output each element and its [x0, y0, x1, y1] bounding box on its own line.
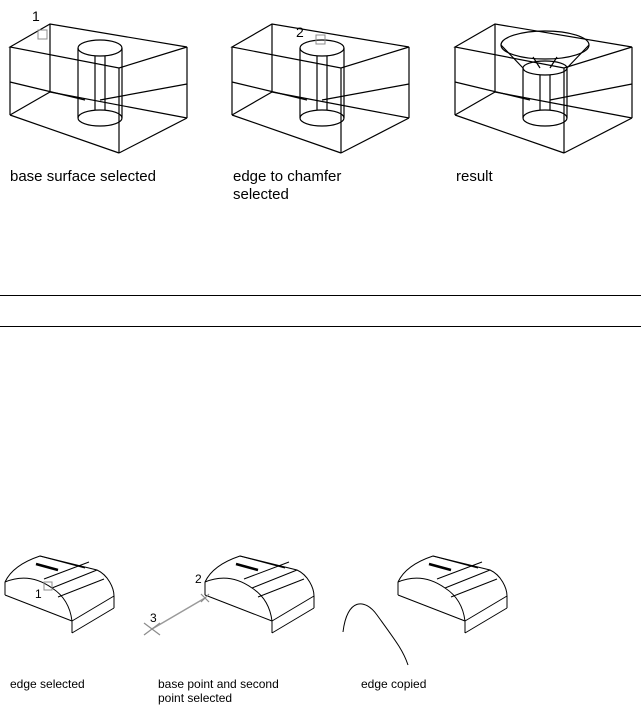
divider-line — [0, 295, 641, 296]
figure-edge-to-chamfer-selected — [222, 0, 422, 160]
figure-chamfer-result — [445, 0, 641, 160]
point-label-1: 1 — [32, 8, 40, 24]
caption-line: selected — [233, 185, 289, 203]
figure-base-and-second-point-selected — [135, 540, 325, 645]
caption-edge-selected: edge selected — [10, 677, 85, 691]
divider-line — [0, 326, 641, 327]
copied-edge-arc — [343, 604, 408, 665]
caption-line: base point and second — [158, 677, 279, 691]
caption-result: result — [456, 168, 493, 185]
caption-base-point-and-second-point-selected — [158, 677, 279, 705]
point-label-2: 2 — [296, 24, 304, 40]
caption-line: point selected — [158, 691, 233, 706]
base-line — [152, 598, 205, 629]
point-label-1: 1 — [35, 587, 42, 601]
point-label-3: 3 — [150, 611, 157, 625]
caption-edge-to-chamfer-selected — [233, 168, 341, 203]
caption-edge-copied: edge copied — [361, 677, 427, 691]
caption-base-surface-selected: base surface selected — [10, 168, 156, 185]
pick-box — [38, 30, 47, 39]
figure-edge-copied — [335, 540, 515, 670]
figure-base-surface-selected — [0, 0, 200, 160]
point-label-2: 2 — [195, 572, 202, 586]
figure-edge-selected — [0, 540, 130, 645]
caption-line: edge to chamfer — [233, 168, 342, 185]
